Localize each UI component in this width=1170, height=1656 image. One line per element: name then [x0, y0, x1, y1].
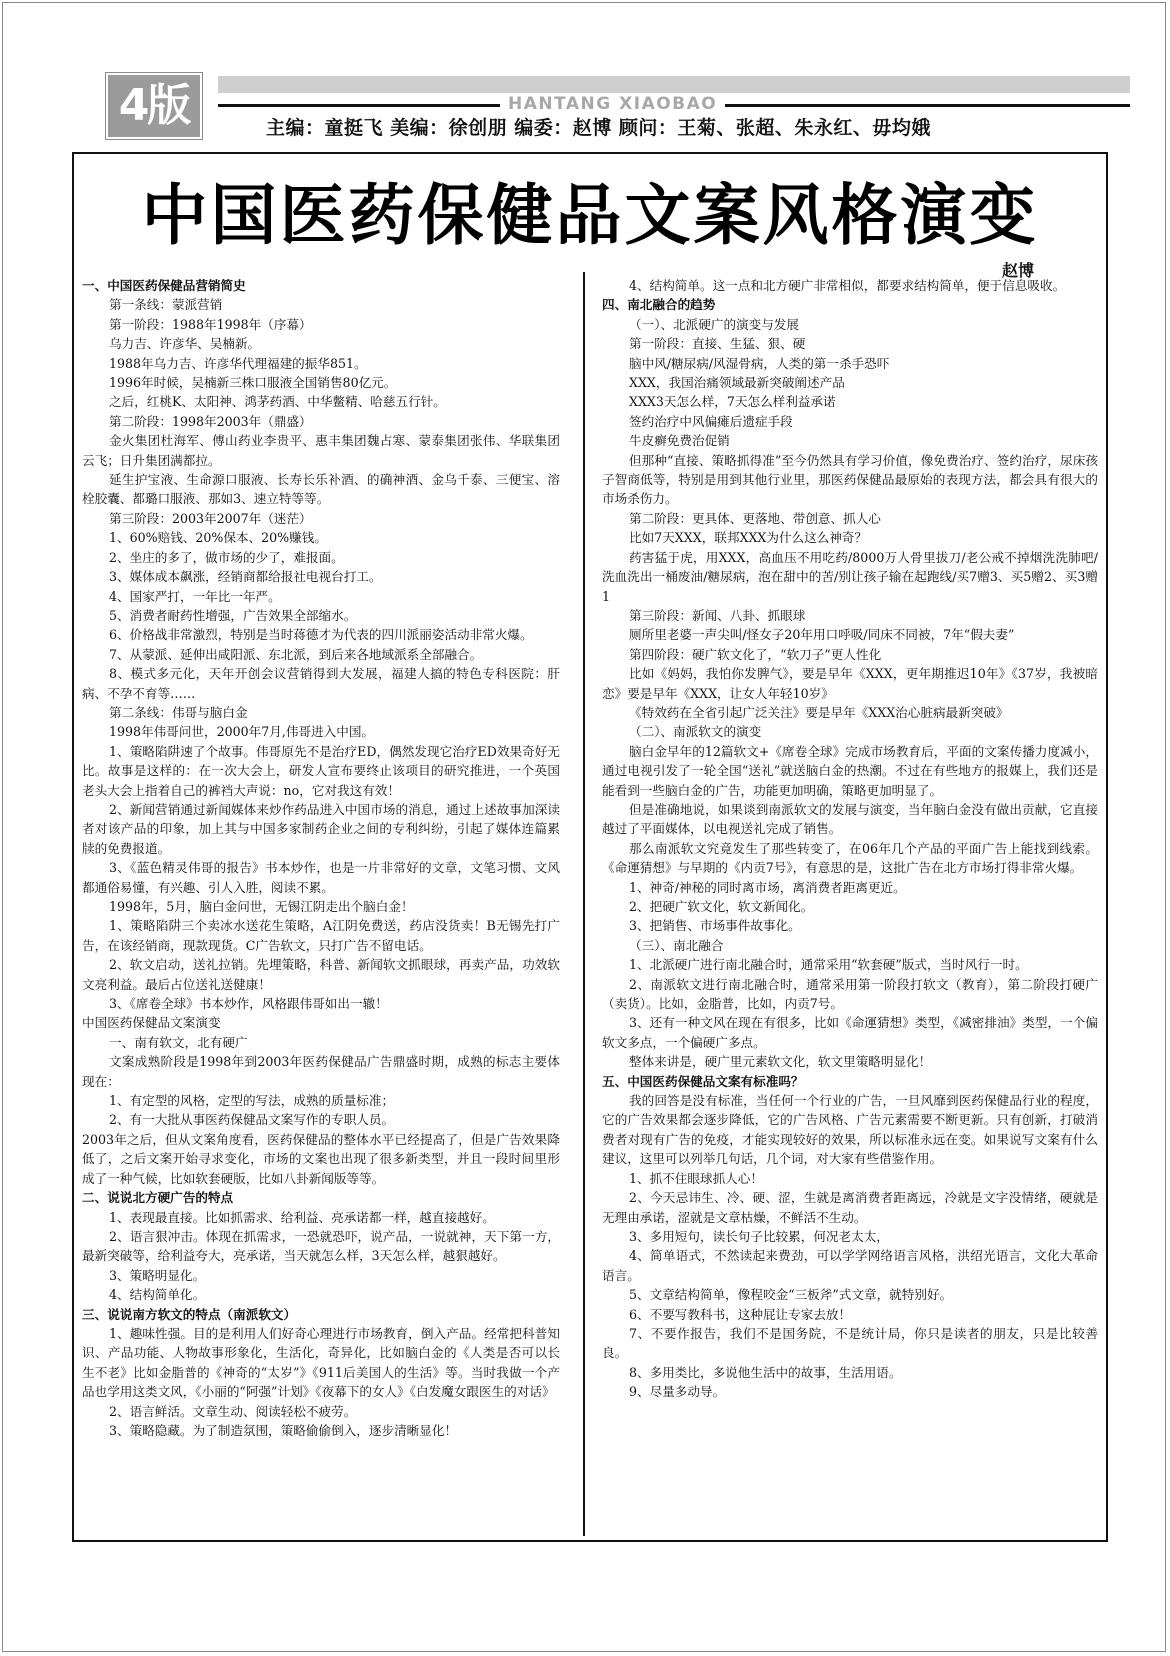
section-heading: 三、说说南方软文的特点（南派软文） [82, 1306, 297, 1322]
paragraph: 6、价格战非常激烈，特别是当时蒋德才为代表的四川派丽姿活动非常火爆。 [109, 627, 533, 643]
paragraph: 一、南有软文，北有硬广 [109, 1034, 248, 1050]
paragraph: 1、策略陷阱三个卖冰水送花生策略，A江阴免费送，药店没货卖！B无锡先打广告，在该经销商，现款现货。C广告软文，只打广告不留电话。 [82, 918, 560, 953]
paragraph: 2、把硬广软文化，软文新闻化。 [629, 899, 814, 914]
paragraph: 2、有一大批从事医药保健品文案写作的专职人员。 [109, 1112, 395, 1128]
paragraph: 4、结构简单。这一点和北方硬广非常相似，都要求结构简单，便于信息吸收。 [629, 278, 1066, 293]
paragraph: 第一阶段：1988年1998年（序幕） [109, 316, 312, 332]
paragraph: 1、策略陷阱速了个故事。伟哥原先不是治疗ED，偶然发现它治疗ED效果奇好无比。故事是这样的：在一次大会上，研发人宣布要终止该项目的研究推进，一个英国老头大会上指着自己的裤裆大声说：no，它对我这有效！ [82, 743, 560, 798]
paragraph: 7、不要作报告，我们不是国务院，不是统计局，你只是读者的朋友，只是比较善良。 [602, 1325, 1098, 1361]
section-heading: 一、中国医药保健品营销简史 [82, 278, 246, 293]
paragraph: 第一条线：蒙派营销 [109, 297, 223, 313]
paragraph: 5、文章结构简单，像程咬金“三板斧”式文章，就特别好。 [629, 1287, 953, 1303]
right-column [602, 276, 1098, 1402]
paragraph: 3、还有一种文风在现在有很多，比如《命運猜想》类型，《减密排油》类型，一个偏软文多点，一个偏硬广多点。 [602, 1015, 1098, 1050]
paragraph: 7、从蒙派、延伸出咸阳派、东北派，到后来各地域派系全部融合。 [109, 646, 483, 662]
paragraph: 但是准确地说，如果谈到南派软文的发展与演变，当年脑白金没有做出贡献，它直接越过了平面媒体，以电视送礼完成了销售。 [602, 801, 1098, 837]
paragraph: 脑白金早年的12篇软文+《席卷全球》完成市场教育后，平面的文案传播力度减小，通过电视引发了一轮全国“送礼”就送脑白金的热潮。不过在有些地方的报媒上，我们还是能看到一些脑白金的广告，功能更加明确，策略更加明显了。 [602, 743, 1098, 798]
paragraph: 我的回答是没有标准，当任何一个行业的广告，一旦风靡到医药保健品行业的程度，它的广告效果都会逐步降低，它的广告风格、广告元素需要不断更新。只有创新，打破消费者对现有广告的免疫，才能实现较好的效果，所以标准永远在变。如果说写文案有什么建议，这里可以列举几句话，几个词，对大家有些借鉴作用。 [602, 1093, 1098, 1167]
paragraph: 第一阶段：直接、生猛、狠、硬 [629, 336, 806, 352]
paragraph: 比如《妈妈，我怕你发脾气》，要是早年《XXX，更年期推迟10年》《37岁，我被暗恋》要是早年《XXX，让女人年轻10岁》 [602, 666, 1098, 701]
paragraph: 2、新闻营销通过新闻媒体来炒作药品进入中国市场的消息，通过上述故事加深读者对该产品的印象，加上其与中国多家制药企业之间的专利纠纷，引起了媒体连篇累牍的免费报道。 [82, 801, 560, 856]
paragraph: （三）、南北融合 [629, 937, 724, 953]
left-column [82, 276, 560, 1440]
paragraph: 文案成熟阶段是1998年到2003年医药保健品广告鼎盛时期，成熟的标志主要体现在： [82, 1054, 560, 1089]
paragraph: 1、表现最直接。比如抓需求、给利益、亮承诺都一样，越直接越好。 [109, 1209, 495, 1225]
paragraph: 3、把销售、市场事件故事化。 [629, 918, 801, 934]
paragraph: 那么南派软文究竟发生了那些转变了，在06年几个产品的平面广告上能找到线索。《命運猜想》与早期的《内贡7号》，有意思的是，这批广告在北方市场打得非常火爆。 [602, 840, 1098, 876]
paragraph: 2、语言狠冲击。体现在抓需求，一恐就恐吓，说产品，一说就神，天下第一方，最新突破等，给利益夸大，亮承诺，当天就怎么样，3天怎么样，越狠越好。 [82, 1228, 560, 1264]
paragraph: 1、有定型的风格，定型的写法，成熟的质量标准； [109, 1093, 395, 1109]
paragraph: 3、媒体成本飙涨，经销商都给报社电视台打工。 [109, 569, 382, 585]
paragraph: 2、今天忌讳生、冷、硬、涩，生就是离消费者距离远，冷就是文字没情绪，硬就是无理由承诺，涩就是文章枯燥，不鲜活不生动。 [602, 1190, 1098, 1225]
paragraph: 5、消费者耐药性增强，广告效果全部缩水。 [109, 607, 357, 623]
paragraph: 1、趣味性强。目的是利用人们好奇心理进行市场教育，倒入产品。经常把科普知识、产品功能、人物故事形象化，生活化，奇异化，比如脑白金的《人类是否可以长生不老》比如金脂普的《神奇的“太岁”》《911后美国人的生活》等。当时我做一个产品也学用这类文风，《小丽的“阿强”计划》《夜幕下的女人》《白发魔女跟医生的对话》 [82, 1325, 560, 1400]
section-heading: 二、说说北方硬广告的特点 [82, 1190, 234, 1206]
paragraph: 2003年之后，但从文案角度看，医药保健品的整体水平已经提高了，但是广告效果降低了，之后文案开始寻求变化，市场的文案也出现了很多新类型，并且一段时间里形成了一种气候，比如软套硬版，比如八卦新闻版等等。 [82, 1131, 560, 1186]
paragraph: 厕所里老婆一声尖叫/怪女子20年用口呼吸/同床不同被，7年“假夫妻” [629, 627, 1015, 643]
paragraph: （一）、北派硬广的演变与发展 [629, 316, 800, 332]
paragraph: 8、多用类比，多说他生活中的故事，生活用语。 [629, 1364, 902, 1380]
paragraph: 1998年，5月，脑白金问世，无锡江阴走出个脑白金！ [109, 899, 414, 914]
paragraph: 1、北派硬广进行南北融合时，通常采用“软套硬”版式，当时风行一时。 [629, 957, 1028, 973]
paragraph: 2、坐庄的多了，做市场的少了，难报面。 [109, 549, 344, 565]
section-heading: 四、南北融合的趋势 [602, 297, 716, 313]
section-heading: 五、中国医药保健品文案有标准吗？ [602, 1073, 804, 1089]
paragraph: 药害猛于虎，用XXX，高血压不用吃药/8000万人骨里拔刀/老公戒不掉烟洗洗肺吧/洗血洗出一桶废油/糖尿病，泡在甜中的苦/别让孩子输在起跑线/买7赠3、买5赠2、买3赠1 [602, 549, 1098, 604]
paragraph: 1988年乌力吉、许彦华代理福建的振华851。 [109, 355, 367, 371]
paragraph: 1、60%赔钱、20%保本、20%赚钱。 [109, 530, 327, 546]
paragraph: 4、国家严打，一年比一年严。 [109, 588, 281, 604]
paragraph: XXX3天怎么样，7天怎么样利益承诺 [629, 394, 836, 410]
paragraph: 4、结构简单化。 [109, 1287, 206, 1303]
staff-credits: 主编：童挺飞 美编：徐创朋 编委：赵博 顾问：王菊、张超、朱永红、毋均娥 [266, 117, 931, 139]
column-divider [583, 272, 585, 1536]
paragraph: 之后，红桃K、太阳神、鸿茅药酒、中华鳖精、哈慈五行针。 [109, 394, 446, 410]
newspaper-brand: HANTANG XIAOBAO [500, 94, 725, 114]
paragraph: 乌力吉、许彦华、吴楠新。 [109, 336, 261, 352]
article-title: 中国医药保健品文案风格演变 [141, 177, 1039, 254]
paragraph: 1998年伟哥问世，2000年7月,伟哥进入中国。 [109, 724, 375, 740]
paragraph: 2、南派软文进行南北融合时，通常采用第一阶段打软文（教育），第二阶段打硬广（卖货）。比如，金脂普，比如，内贡7号。 [602, 976, 1098, 1012]
paragraph: 2、语言鲜活。文章生动、阅读轻松不疲劳。 [109, 1403, 357, 1419]
paragraph: 整体来讲是，硬广里元素软文化，软文里策略明显化！ [629, 1054, 932, 1070]
paragraph: 2、软文启动，送礼拉销。先埋策略，科普、新闻软文抓眼球，再卖产品，功效软文亮利益。最后占位送礼送健康！ [82, 957, 560, 992]
paragraph: 《特效药在全省引起广泛关注》要是早年《XXX治心脏病最新突破》 [629, 704, 1009, 720]
paragraph: 第二条线：伟哥与脑白金 [109, 704, 248, 720]
paragraph: 3、多用短句，读长句子比较累，何况老太太， [629, 1228, 889, 1244]
paragraph: 3、策略明显化。 [109, 1267, 206, 1283]
paragraph: 延生护宝液、生命源口服液、长寿长乐补酒、的确神酒、金乌千泰、三便宝、溶栓胶囊、都璐口服液、那如3、速立特等等。 [82, 472, 560, 507]
article-author: 赵博 [1001, 261, 1034, 280]
paragraph: 9、尽量多动导。 [629, 1384, 726, 1400]
header-gray-bar [218, 76, 1130, 93]
paragraph: 但那种“直接、策略抓得准”至今仍然具有学习价值，像免费治疗、签约治疗，尿床孩子智商低等，特别是用到其他行业里，那医药保健品最原始的表现方法，都会具有很大的市场杀伤力。 [602, 452, 1098, 507]
paragraph: 第三阶段：2003年2007年（迷茫） [109, 510, 312, 526]
edition-number: 4版 [108, 75, 200, 137]
paragraph: 第二阶段：1998年2003年（鼎盛） [109, 413, 312, 429]
paragraph: 第二阶段：更具体、更落地、带创意、抓人心 [629, 510, 881, 526]
paragraph: 3、策略隐藏。为了制造氛围，策略偷偷倒入，逐步清晰显化！ [109, 1422, 458, 1438]
paragraph: 3、《蓝色精灵伟哥的报告》书本炒作，也是一片非常好的文章，文笔习惯、文风都通俗易懂，有兴趣、引人入胜，阅读不累。 [82, 860, 560, 895]
paragraph: 1、神奇/神秘的同时离市场，离消费者距离更近。 [629, 879, 906, 895]
paragraph: 金火集团杜海军、傅山药业李贵平、惠丰集团魏占寒、蒙泰集团张伟、华联集团云飞；日升集团满都拉。 [82, 433, 560, 468]
paragraph: XXX，我国治痛领域最新突破阐述产品 [629, 375, 845, 391]
paragraph: 中国医药保健品文案演变 [82, 1015, 221, 1031]
paragraph: 1、抓不住眼球抓人心！ [629, 1170, 763, 1186]
paragraph: 8、模式多元化，天年开创会议营销得到大发展，福建人搞的特色专科医院：肝病、不孕不育等…… [82, 666, 560, 701]
paragraph: 第三阶段：新闻、八卦、抓眼球 [629, 607, 806, 623]
paragraph: （二）、南派软文的演变 [629, 724, 762, 740]
paragraph: 6、不要写教科书，这种屁让专家去放！ [629, 1306, 852, 1322]
paragraph: 1996年时候，吴楠新三株口服液全国销售80亿元。 [109, 375, 397, 391]
paragraph: 3、《席卷全球》书本炒作，风格跟伟哥如出一辙！ [109, 996, 388, 1012]
article-box [72, 152, 1108, 1542]
paragraph: 4、简单语式，不然读起来费劲，可以学学网络语言风格，洪绍光语言，文化大革命语言。 [602, 1248, 1098, 1283]
paragraph: 第四阶段：硬广软文化了，“软刀子”更人性化 [629, 646, 882, 662]
paragraph: 牛皮癣免费治促销 [629, 433, 730, 449]
paragraph: 脑中风/糖尿病/风湿骨病，人类的第一杀手恐吓 [629, 355, 890, 371]
paragraph: 签约治疗中风偏瘫后遗症手段 [629, 413, 793, 429]
edition-badge [105, 72, 203, 140]
paragraph: 比如7天XXX，联邦XXX为什么这么神奇？ [629, 530, 868, 546]
